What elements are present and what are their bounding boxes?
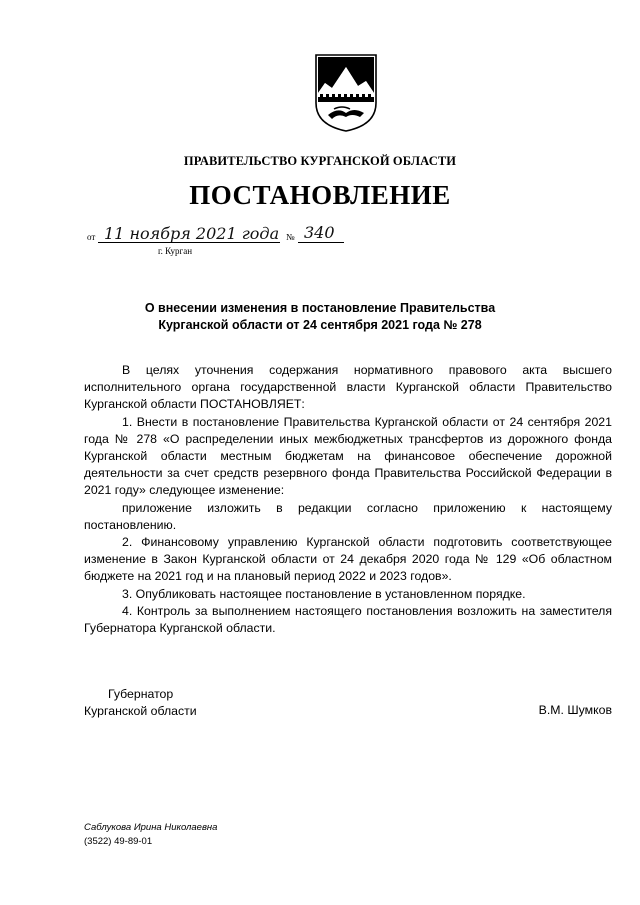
number-prefix: № <box>286 232 295 242</box>
kurgan-region-coat-of-arms-icon <box>314 53 378 133</box>
date-underline <box>98 242 280 243</box>
date-prefix: от <box>87 232 96 242</box>
executor-name: Саблукова Ирина Николаевна <box>84 822 218 833</box>
subject-line: О внесении изменения в постановление Правительства <box>144 301 496 315</box>
item-1-paragraph: 1. Внести в постановление Правительства Курганской области от 24 сентября 2021 года № 278 «О распределении иных межбюджетных трансфертов из дорожного фонда Курганской области местным бюджетам на финансовое обеспечение дорожной деятельности за счет средств резервного фонда Правительства Российской Федерации в 2021 году» следующее изменение: <box>84 414 612 498</box>
signatory-title-line: Губернатор <box>108 687 174 701</box>
number-handwritten: 340 <box>304 223 335 242</box>
executor-phone: (3522) 49-89-01 <box>84 835 153 847</box>
government-name: ПРАВИТЕЛЬСТВО КУРГАНСКОЙ ОБЛАСТИ <box>183 154 457 168</box>
preamble-paragraph: В целях уточнения содержания нормативного правового акта высшего исполнительного органа государственной власти Курганской области Правительство Курганской области ПОСТАНОВЛЯЕТ: <box>84 363 612 412</box>
item-2-paragraph: 2. Финансовому управлению Курганской области подготовить соответствующее изменение в Закон Курганской области от 24 декабря 2020 года № 129 «Об областном бюджете на 2021 год и на плановый период 2022 и 2023 годов». <box>84 535 612 584</box>
item-4-paragraph: 4. Контроль за выполнением настоящего постановления возложить на заместителя Губернатора Курганской области. <box>84 603 612 636</box>
document-body <box>84 362 612 637</box>
city-label: г. Курган <box>158 246 193 256</box>
executor-contact <box>84 821 217 848</box>
date-handwritten: 11 ноября 2021 года <box>104 224 280 243</box>
signatory-title-line: Курганской области <box>84 704 197 718</box>
item-3-paragraph: 3. Опубликовать настоящее постановление в установленном порядке. <box>122 586 526 601</box>
number-underline <box>298 242 344 243</box>
item-1-sub-paragraph: приложение изложить в редакции согласно приложению к настоящему постановлению. <box>84 500 612 532</box>
document-type-title: ПОСТАНОВЛЕНИЕ <box>189 180 451 210</box>
signatory-name: В.М. Шумков <box>538 703 612 717</box>
document-subject <box>0 300 640 334</box>
subject-line: Курганской области от 24 сентября 2021 года № 278 <box>158 318 482 332</box>
signatory-title <box>84 686 197 720</box>
